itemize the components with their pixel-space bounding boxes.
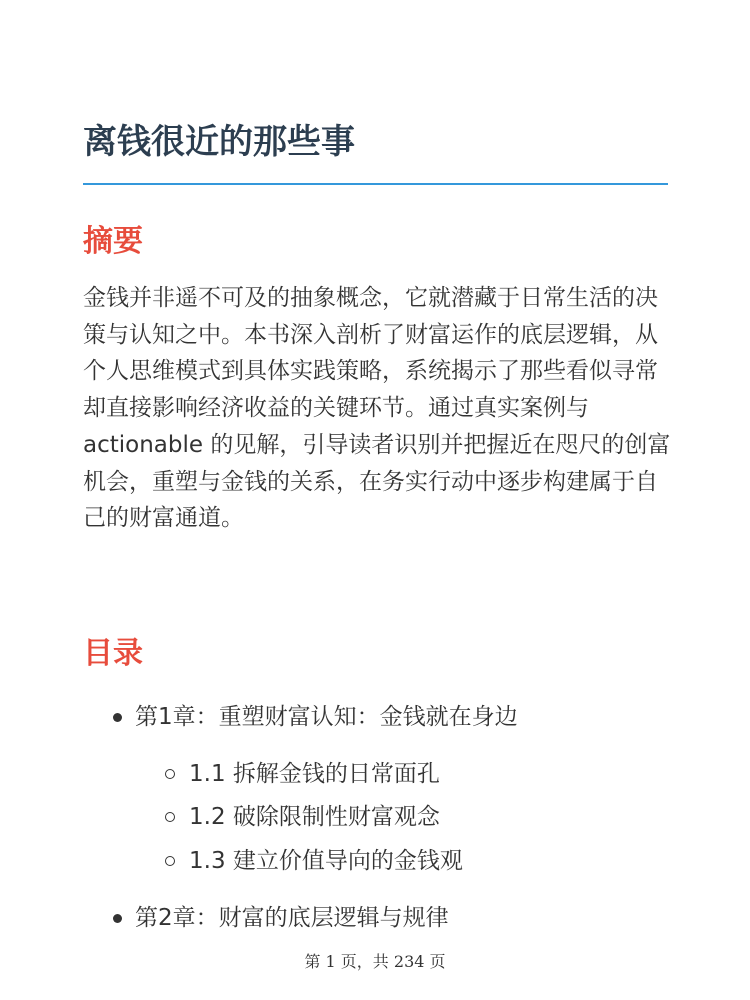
toc-chapter-2 (135, 902, 449, 934)
toc-section-1-1 (189, 758, 440, 790)
toc-section-label: 1.3 建立价值导向的金钱观 (189, 848, 463, 874)
toc-chapter-1 (135, 701, 518, 733)
toc-heading: 目录 (83, 636, 143, 671)
abstract-text: 金钱并非遥不可及的抽象概念，它就潜藏于日常生活的决策与认知之中。本书深入剖析了财富运作的底层逻辑，从个人思维模式到具体实践策略，系统揭示了那些看似寻常却直接影响经济收益的关键环节。通过真实案例与 actionable 的见解，引导读者识别并把握近在咫尺的创富机会，重塑与金钱的关系，在务实行动中逐步构建属于自己的财富通道。 (83, 285, 671, 532)
book-title: 离钱很近的那些事 (83, 122, 355, 162)
abstract-heading: 摘要 (83, 224, 143, 259)
toc-section-1-2 (189, 801, 440, 833)
toc-chapter-label: 第1章：重塑财富认知：金钱就在身边 (135, 704, 518, 730)
bullet-circle-icon (165, 856, 175, 866)
bullet-disc-icon (113, 914, 122, 923)
page-number-footer: 第 1 页，共 234 页 (304, 952, 446, 971)
bullet-circle-icon (165, 769, 175, 779)
title-divider (83, 183, 668, 185)
toc-chapter-label: 第2章：财富的底层逻辑与规律 (135, 905, 449, 931)
toc-section-label: 1.2 破除限制性财富观念 (189, 804, 440, 830)
document-page (83, 0, 671, 1000)
toc-section-1-3 (189, 845, 463, 877)
bullet-disc-icon (113, 713, 122, 722)
bullet-circle-icon (165, 812, 175, 822)
toc-section-label: 1.1 拆解金钱的日常面孔 (189, 761, 440, 787)
